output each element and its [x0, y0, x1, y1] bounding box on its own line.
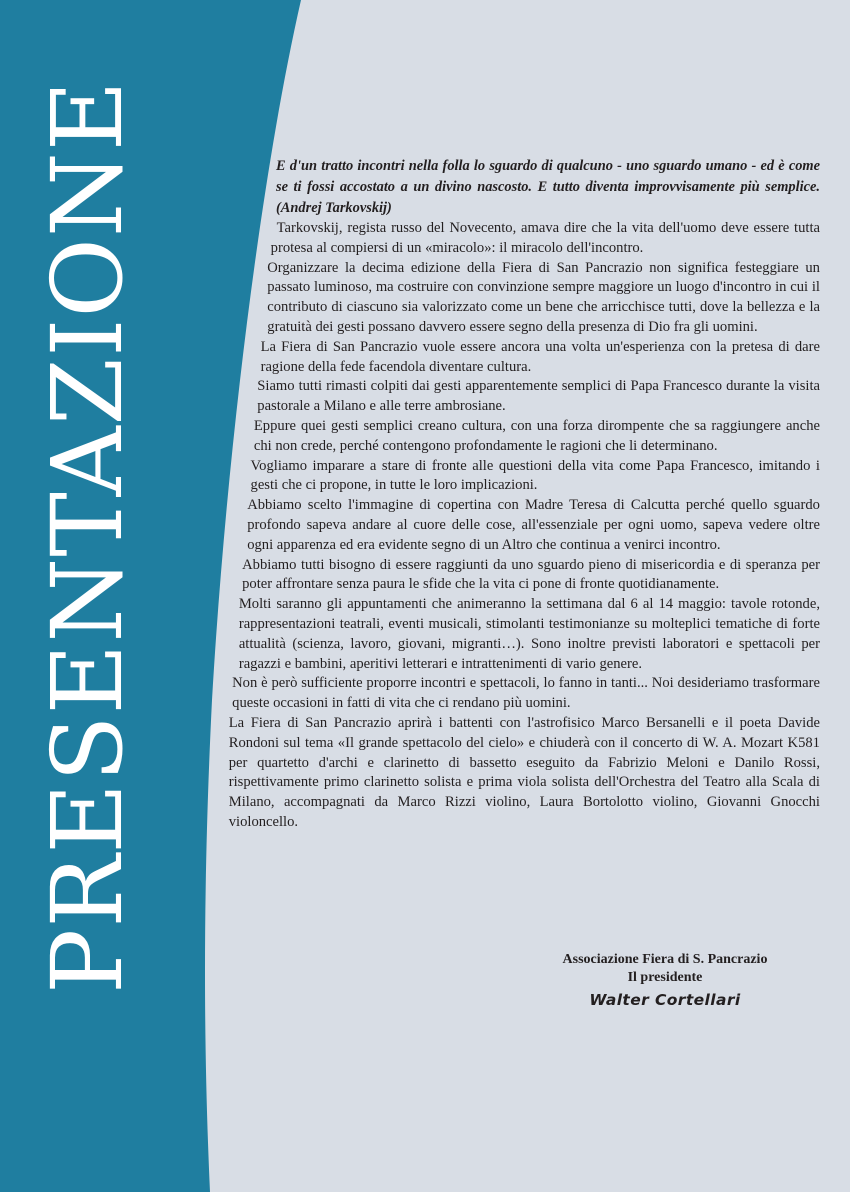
- signature-name: Walter Cortellari: [589, 991, 741, 1009]
- page-title: PRESENTAZIONE: [31, 79, 144, 994]
- signature-organization: Associazione Fiera di S. Pancrazio: [562, 952, 768, 967]
- signature-block: [510, 951, 820, 1013]
- body-paragraph: Vogliamo imparare a stare di fronte alle questioni della vita come Papa Francesco, imitando i gesti che ci propone, in tutte le loro implicazioni.: [250, 457, 820, 494]
- body-paragraph: Non è però sufficiente proporre incontri e spettacoli, lo fanno in tanti... Noi desideriamo trasformare queste occasioni in fatti di vita che ci rendano più uomini.: [232, 675, 820, 712]
- signature-role: Il presidente: [627, 970, 703, 985]
- body-paragraph: Molti saranno gli appuntamenti che animeranno la settimana dal 6 al 14 maggio: tavole rotonde, rappresentazioni teatrali, eventi musicali, stimolanti testimonianze su molteplici tematiche di forte attualità (scienza, lavoro, giovani, migranti…). Sono inoltre previsti laboratori e spettacoli per ragazzi e bambini, aperitivi letterari e intrattenimenti di vario genere.: [238, 596, 820, 672]
- body-paragraph: Siamo tutti rimasti colpiti dai gesti apparentemente semplici di Papa Francesco durante la visita pastorale a Milano e alle terre ambrosiane.: [257, 378, 820, 415]
- body-paragraph: La Fiera di San Pancrazio aprirà i battenti con l'astrofisico Marco Bersanelli e il poeta Davide Rondoni sul tema «Il grande spettacolo del cielo» e chiuderà con il concerto di W. A. Mozart K581 per quartetto d'archi e clarinetto di bassetto eseguito da Fabrizio Meloni e Danilo Rossi, rispettivamente primo clarinetto solista e prima viola solista dell'Orchestra del Teatro alla Scala di Milano, accompagnati da Marco Rizzi violino, Laura Bortolotto violino, Giovanni Gnocchi violoncello.: [228, 714, 820, 830]
- body-paragraph: Abbiamo tutti bisogno di essere raggiunti da uno sguardo pieno di misericordia e di speranza per poter affrontare senza paura le sfide che la vita ci pone di fronte quotidianamente.: [242, 556, 820, 593]
- body-paragraph: Tarkovskij, regista russo del Novecento, amava dire che la vita dell'uomo deve essere tutta protesa al compiersi di un «miracolo»: il miracolo dell'incontro.: [270, 220, 820, 256]
- body-paragraph: Eppure quei gesti semplici creano cultura, con una forza dirompente che sa raggiungere anche chi non crede, perché contengono profondamente le ragioni che li determinano.: [253, 417, 820, 454]
- body-paragraph: Abbiamo scelto l'immagine di copertina con Madre Teresa di Calcutta perché quello sguardo profondo sapeva andare al cuore delle cose, all'essenziale per ogni uomo, sapeva vedere oltre ogni apparenza ed era evidente segno di un Altro che continua a venirci incontro.: [247, 497, 820, 553]
- body-paragraph: Organizzare la decima edizione della Fiera di San Pancrazio non significa festeggiare un passato luminoso, ma costruire con convinzione sempre maggiore un luogo d'incontro in cui il contributo di ciascuno sia valorizzato come un bene che arricchisce tutti, dove la bellezza e la gratuità dei gesti possano davvero essere segno della presenza di Dio fra gli uomini.: [267, 259, 820, 335]
- body-paragraph: La Fiera di San Pancrazio vuole essere ancora una volta un'esperienza con la pretesa di dare ragione della fede facendola diventare cultura.: [260, 338, 820, 375]
- quote-paragraph: E d'un tratto incontri nella folla lo sguardo di qualcuno - uno sguardo umano - ed è come se ti fossi accostato a un divino nascosto. E tutto diventa improvvisamente più semplice. (Andrej Tarkovskij): [276, 158, 820, 216]
